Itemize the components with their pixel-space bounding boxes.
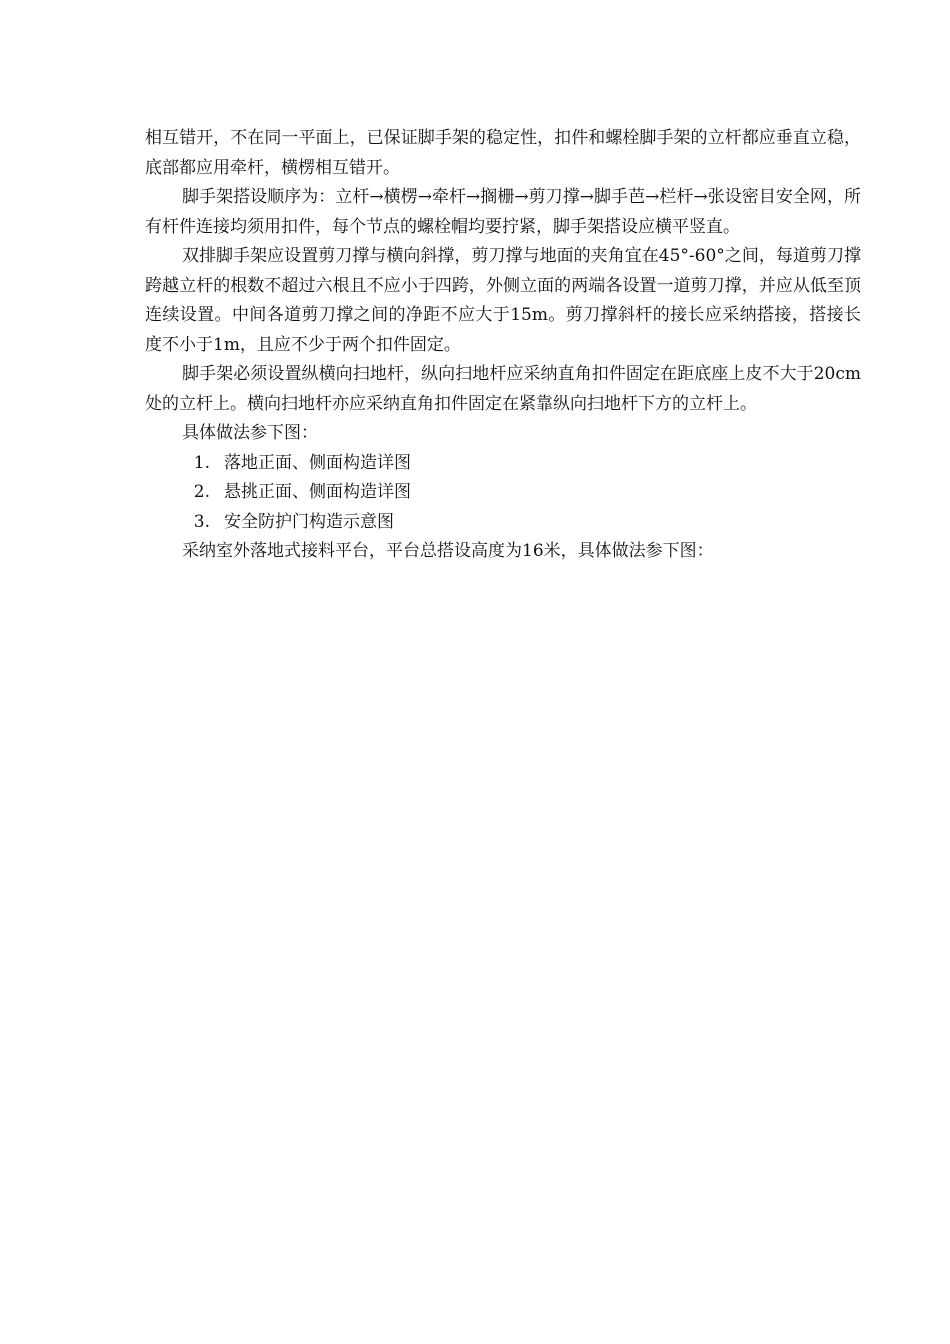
list-text: 安全防护门构造示意图 bbox=[224, 511, 394, 532]
list-number: 3. bbox=[193, 511, 210, 532]
list-item bbox=[145, 508, 861, 538]
list-text: 悬挑正面、侧面构造详图 bbox=[224, 482, 411, 502]
closing-paragraph: 采纳室外落地式接料平台，平台总搭设高度为16米，具体做法参下图： bbox=[182, 541, 714, 561]
paragraph-1: 相互错开，不在同一平面上，已保证脚手架的稳定性，扣件和螺栓脚手架的立杆都应垂直立稳，底部都应用牵杆，横楞相互错开。 bbox=[145, 128, 861, 178]
paragraph-5: 具体做法参下图： bbox=[182, 423, 318, 443]
list-number: 1. bbox=[193, 452, 210, 473]
paragraph-4: 脚手架必须设置纵横向扫地杆，纵向扫地杆应采纳直角扣件固定在距底座上皮不大于20cm处的立杆上。横向扫地杆亦应采纳直角扣件固定在紧靠纵向扫地杆下方的立杆上。 bbox=[145, 364, 861, 414]
list-number: 2. bbox=[193, 482, 210, 502]
list-item bbox=[145, 478, 861, 508]
paragraph-2: 脚手架搭设顺序为：立杆→横楞→牵杆→搁栅→剪刀撑→脚手芭→栏杆→张设密目安全网，所有杆件连接均须用扣件，每个节点的螺栓帽均要拧紧，脚手架搭设应横平竖直。 bbox=[145, 187, 861, 237]
document-body bbox=[145, 124, 861, 567]
list-text: 落地正面、侧面构造详图 bbox=[224, 452, 411, 473]
figure-list bbox=[145, 449, 861, 538]
paragraph-3: 双排脚手架应设置剪刀撑与横向斜撑，剪刀撑与地面的夹角宜在45°-60°之间，每道剪刀撑跨越立杆的根数不超过六根且不应小于四跨，外侧立面的两端各设置一道剪刀撑，并应从低至顶连续设置。中间各道剪刀撑之间的净距不应大于15m。剪刀撑斜杆的接长应采纳搭接，搭接长度不小于1m，且应不少于两个扣件固定。 bbox=[145, 246, 861, 355]
list-item bbox=[145, 449, 861, 479]
